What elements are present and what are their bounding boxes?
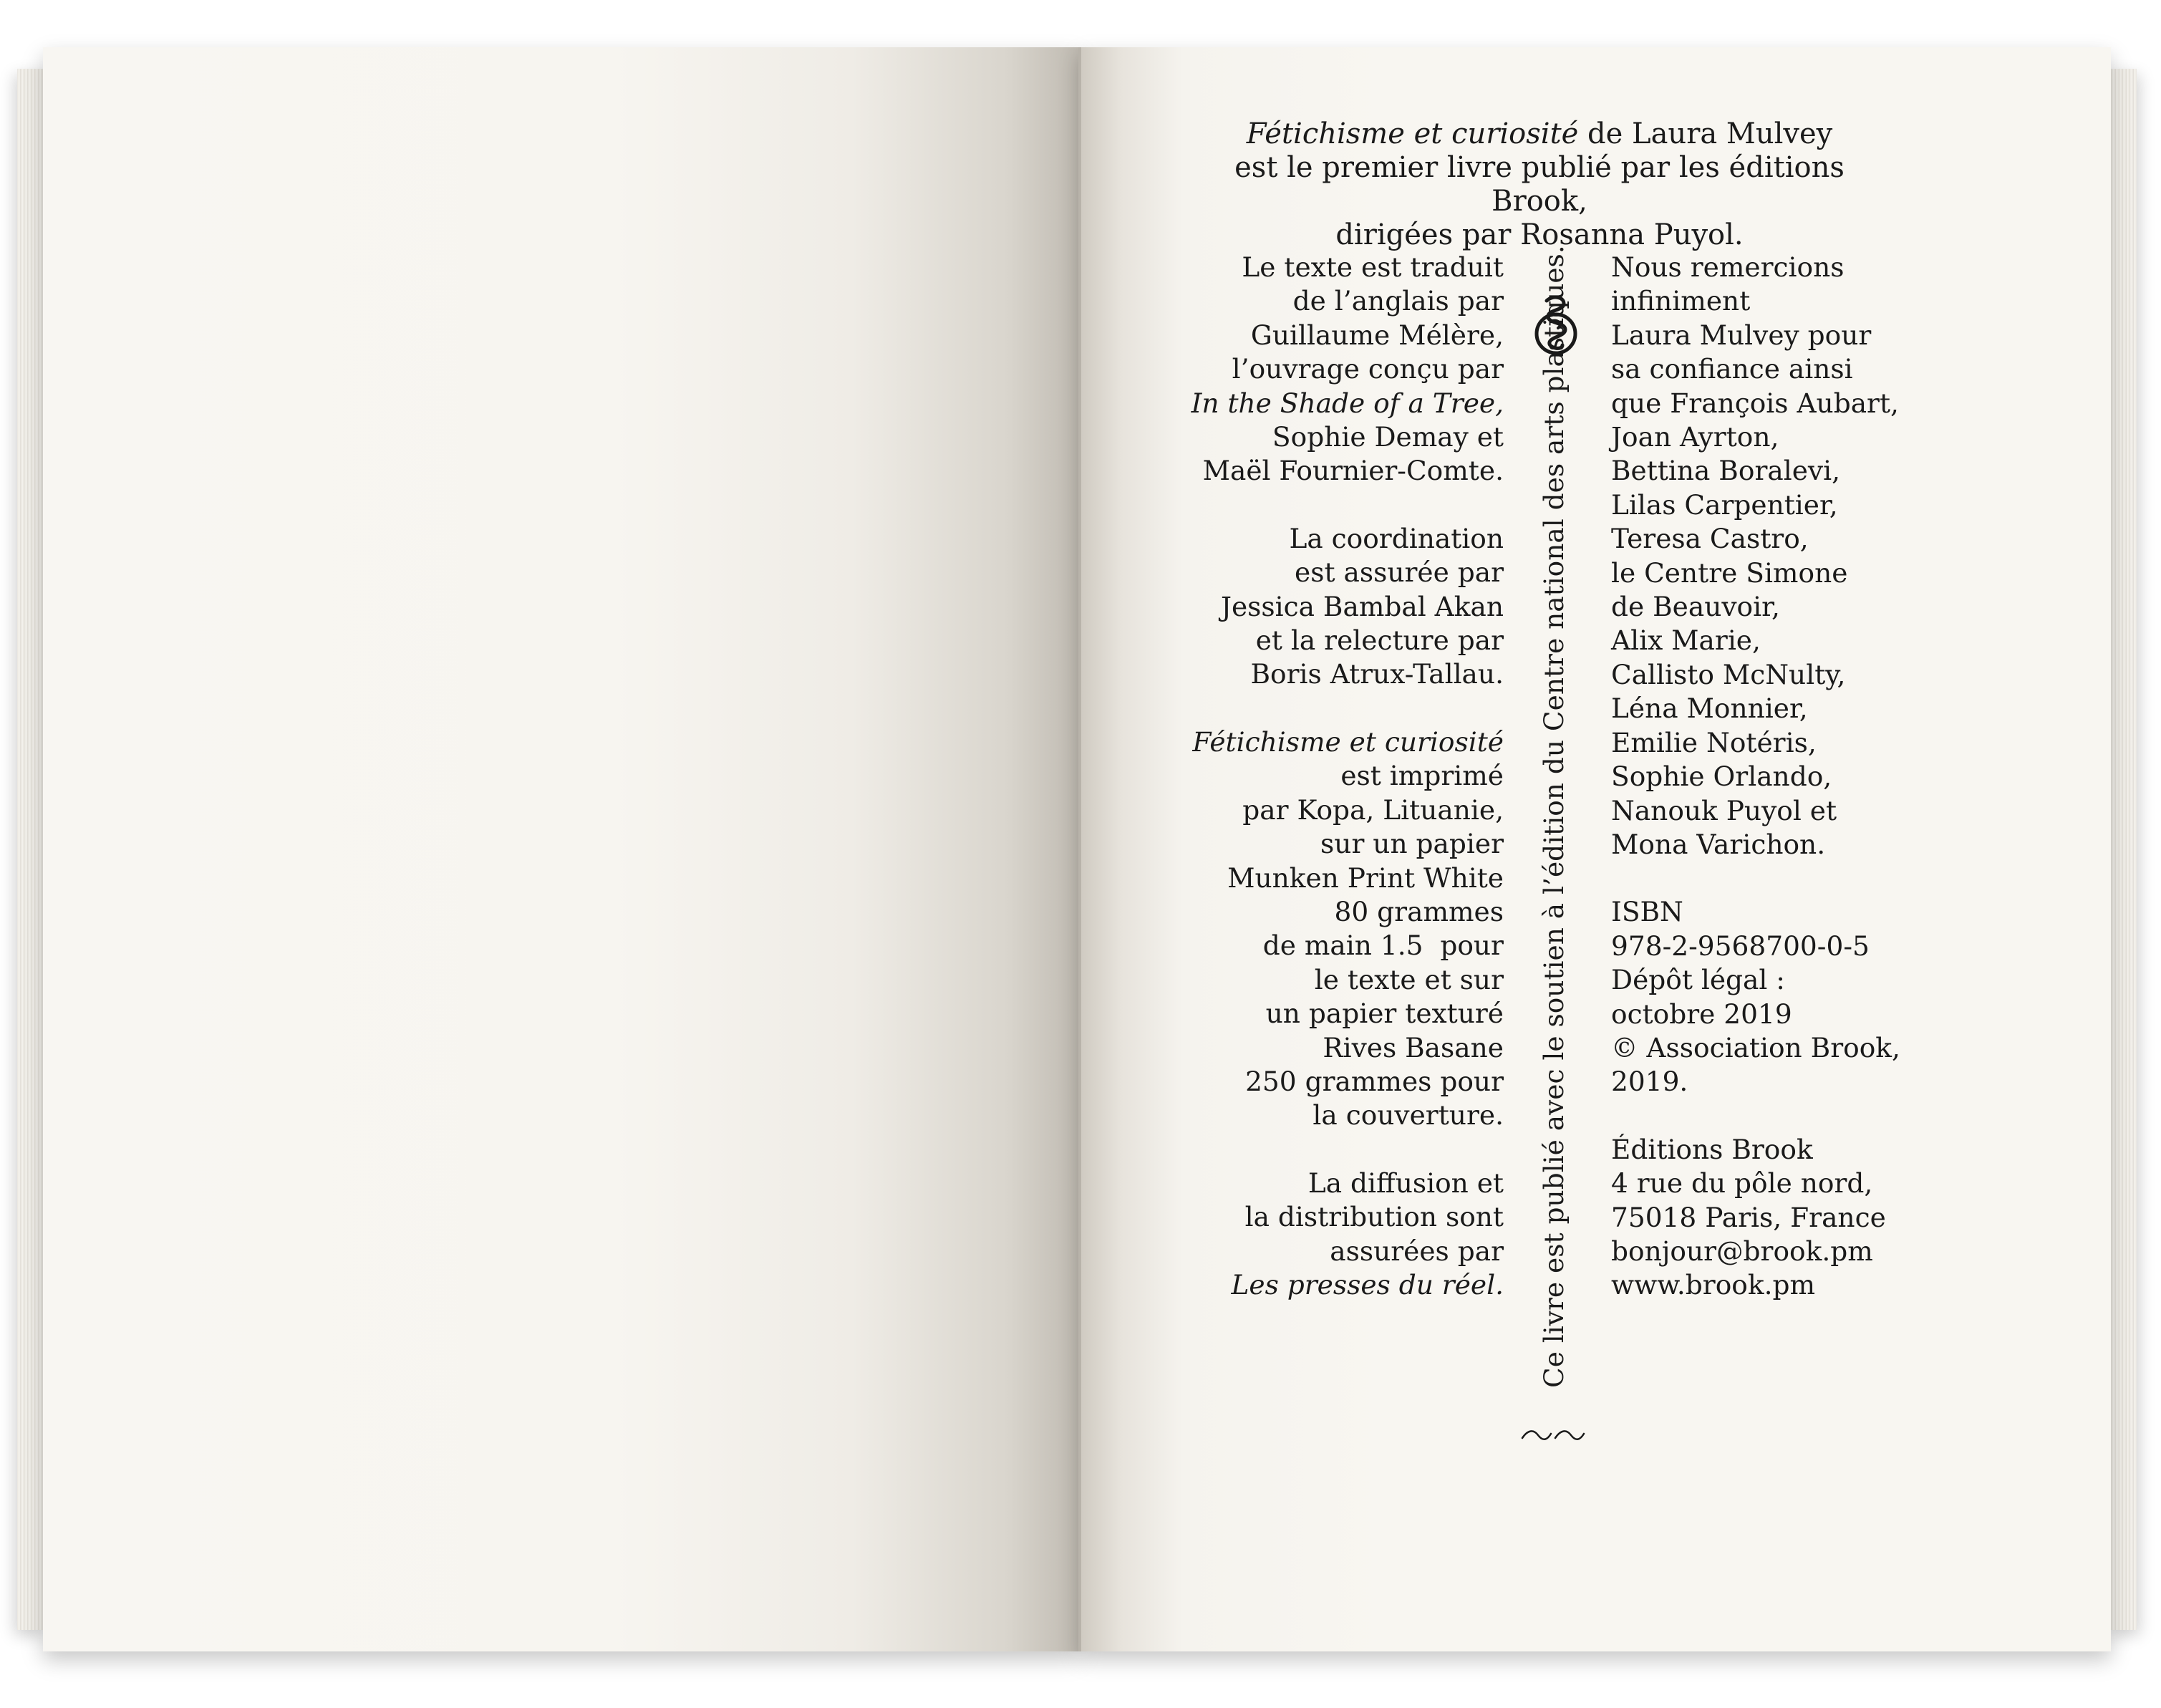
isbn-line: ISBN (1611, 896, 1683, 928)
credit-line: est imprimé (1340, 760, 1504, 792)
printing-credits (1103, 725, 1504, 1133)
thanks-line: le Centre Simone (1611, 556, 1848, 589)
credit-line: la couverture. (1312, 1099, 1504, 1132)
credit-line: La diffusion et (1307, 1167, 1504, 1199)
isbn-line: 2019. (1611, 1066, 1688, 1098)
address-line: Éditions Brook (1611, 1133, 1813, 1165)
credit-line: Les presses du réel. (1231, 1268, 1504, 1301)
thanks-line: Sophie Orlando, (1611, 761, 1832, 793)
publisher-address (1611, 1133, 1983, 1303)
support-notice: Ce livre est publié avec le soutien à l’édition du Centre national des arts plastiques. (1538, 245, 1570, 1388)
distribution-credits (1103, 1167, 1504, 1303)
credits-column (1103, 251, 1504, 1336)
colophon-header (1217, 117, 1862, 252)
isbn-block (1611, 895, 1983, 1099)
credit-line: de l’anglais par (1292, 285, 1504, 317)
credit-line: 250 grammes pour (1245, 1065, 1504, 1097)
credit-line: Sophie Demay et (1272, 421, 1504, 453)
thanks-line: de Beauvoir, (1611, 591, 1780, 623)
coordination-credits (1103, 522, 1504, 692)
isbn-line: octobre 2019 (1611, 998, 1792, 1030)
thanks-line: Laura Mulvey pour (1611, 319, 1872, 351)
acknowledgements-column (1611, 251, 1983, 1336)
credit-line: le texte et sur (1314, 963, 1504, 995)
header-line-text: dirigées par Rosanna Puyol. (1335, 218, 1744, 251)
credit-line: Guillaume Mélère, (1250, 319, 1504, 351)
header-line-text: de Laura Mulvey (1578, 117, 1833, 150)
thanks-line: infiniment (1611, 285, 1751, 317)
header-title: Fétichisme et curiosité (1246, 117, 1579, 150)
header-line-text: est le premier livre publié par les éditions Brook, (1234, 151, 1845, 218)
credit-line: La coordination (1289, 522, 1504, 554)
isbn-line: Dépôt légal : (1611, 964, 1785, 996)
credit-line: est assurée par (1295, 556, 1504, 589)
wave-ornament-icon (1517, 1421, 1588, 1449)
credit-line: un papier texturé (1265, 998, 1504, 1030)
credit-line: la distribution sont (1244, 1201, 1504, 1233)
address-line: 4 rue du pôle nord, (1611, 1167, 1873, 1200)
thanks-line: Joan Ayrton, (1611, 421, 1779, 453)
translation-credits (1103, 251, 1504, 488)
credit-line: Maël Fournier-Comte. (1202, 455, 1504, 487)
header-line (1217, 151, 1862, 218)
credit-line: Fétichisme et curiosité (1192, 725, 1504, 758)
thanks-line: Alix Marie, (1611, 624, 1761, 657)
isbn-line: © Association Brook, (1611, 1031, 1900, 1063)
credit-line: In the Shade of a Tree, (1191, 387, 1504, 419)
thanks-line: Léna Monnier, (1611, 693, 1808, 725)
right-page-edges (2108, 69, 2137, 1630)
left-page (43, 47, 1080, 1651)
address-line: www.brook.pm (1611, 1269, 1816, 1301)
credit-line: Rives Basane (1323, 1031, 1504, 1063)
acknowledgements (1611, 251, 1983, 862)
thanks-line: Nanouk Puyol et (1611, 794, 1837, 826)
credit-line: Munken Print White (1227, 862, 1504, 894)
credit-line: et la relecture par (1255, 624, 1504, 657)
credit-line: de main 1.5 pour (1262, 930, 1504, 962)
header-line (1217, 117, 1862, 151)
thanks-line: Emilie Notéris, (1611, 726, 1817, 758)
isbn-line: 978-2-9568700-0-5 (1611, 930, 1870, 962)
address-line: bonjour@brook.pm (1611, 1235, 1873, 1267)
credit-line: Jessica Bambal Akan (1220, 590, 1504, 622)
thanks-line: que François Aubart, (1611, 387, 1899, 419)
thanks-line: Teresa Castro, (1611, 523, 1809, 555)
thanks-line: Callisto McNulty, (1611, 658, 1846, 690)
credit-line: Boris Atrux-Tallau. (1250, 658, 1504, 690)
address-line: 75018 Paris, France (1611, 1201, 1886, 1233)
book-gutter (1078, 47, 1081, 1651)
credit-line: sur un papier (1320, 828, 1504, 860)
credit-line: 80 grammes (1334, 895, 1504, 927)
thanks-line: Mona Varichon. (1611, 828, 1826, 860)
credit-line: l’ouvrage conçu par (1232, 353, 1504, 385)
credit-line: Le texte est traduit (1242, 251, 1504, 283)
thanks-line: sa confiance ainsi (1611, 353, 1853, 385)
thanks-line: Lilas Carpentier, (1611, 488, 1838, 521)
thanks-line: Bettina Boralevi, (1611, 455, 1841, 487)
left-page-edges (17, 69, 46, 1630)
credit-line: assurées par (1330, 1235, 1504, 1267)
credit-line: par Kopa, Lituanie, (1242, 793, 1504, 826)
thanks-line: Nous remercions (1611, 251, 1845, 283)
